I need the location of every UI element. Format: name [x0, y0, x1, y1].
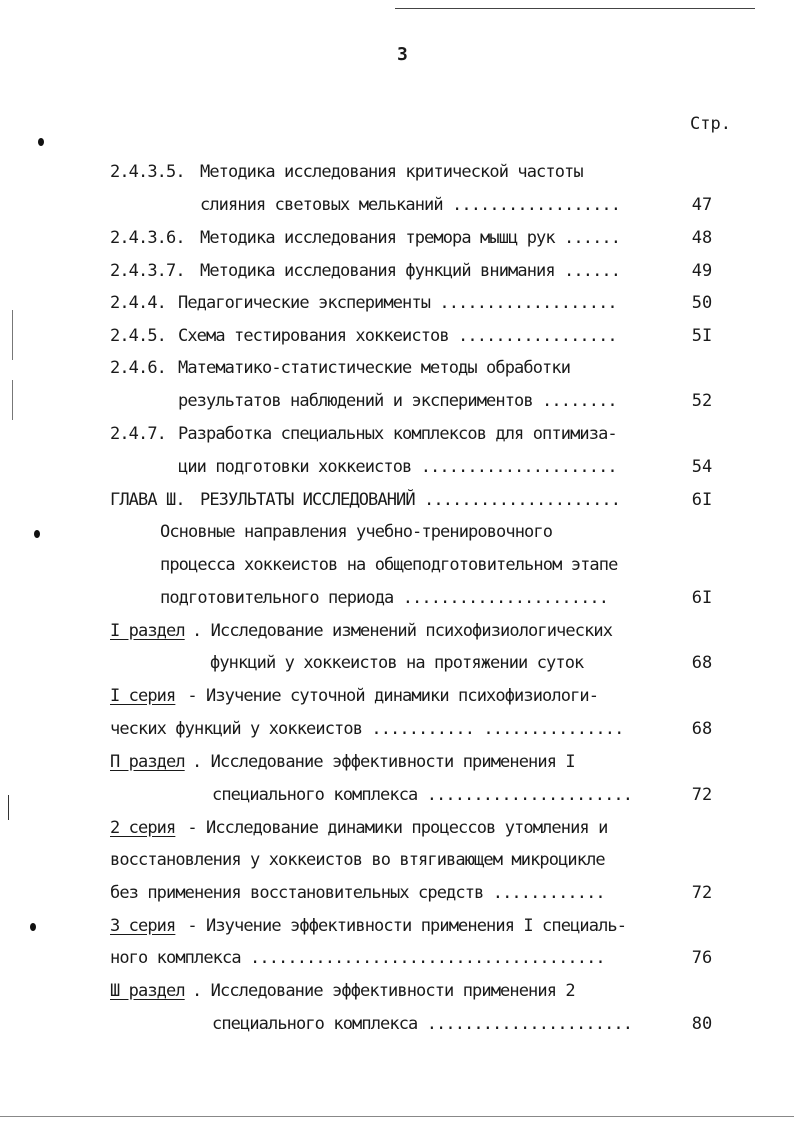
toc-entry-title: результатов наблюдений и экспериментов ........: [178, 391, 617, 411]
toc-entry-title: . Исследование эффективности применения I: [192, 752, 575, 772]
page-column-label: Стр.: [690, 114, 731, 134]
toc-entry-title: - Изучение суточной динамики психофизиологи-: [178, 686, 599, 706]
series-label: 2 серия: [110, 818, 176, 838]
section-label: I раздел: [110, 621, 185, 641]
toc-entry-title: слияния световых мельканий ..................: [200, 195, 621, 215]
toc-entry-title: процесса хоккеистов на общеподготовительном этапе: [160, 555, 618, 575]
toc-entry-page: 50: [691, 293, 713, 313]
chapter-heading-code: ГЛАВА Ш.: [110, 490, 185, 510]
toc-entry-title: ческих функций у хоккеистов ........... ...............: [110, 719, 624, 739]
toc-entry-code: 2.4.3.6.: [110, 228, 185, 248]
series-label: I серия: [110, 686, 176, 706]
toc-entry-title: Разработка специальных комплексов для оптимиза-: [178, 424, 617, 444]
section-label: П раздел: [110, 752, 185, 772]
toc-entry-title: подготовительного периода ......................: [160, 588, 609, 608]
page-number: 3: [397, 44, 408, 65]
toc-entry-title: Математико-статистические методы обработки: [178, 358, 571, 378]
toc-entry-code: 2.4.5.: [110, 326, 167, 346]
toc-entry-title: восстановления у хоккеистов во втягивающем микроцикле: [110, 850, 605, 870]
margin-dot: [30, 923, 36, 931]
toc-entry-title: функций у хоккеистов на протяжении суток: [210, 653, 584, 673]
toc-entry-title: специального комплекса ......................: [212, 785, 633, 805]
toc-entry-title: Методика исследования тремора мышц рук ......: [200, 228, 621, 248]
toc-entry-title: Педагогические эксперименты ...................: [178, 293, 617, 313]
toc-entry-title: - Изучение эффективности применения I специаль-: [178, 916, 627, 936]
toc-entry-title: Основные направления учебно-тренировочного: [160, 522, 553, 542]
toc-entry-page: 54: [691, 457, 713, 477]
toc-entry-title: специального комплекса ......................: [212, 1014, 633, 1034]
toc-entry-title: ного комплекса ......................................: [110, 948, 605, 968]
toc-entry-title: Схема тестирования хоккеистов .................: [178, 326, 617, 346]
toc-entry-title: без применения восстановительных средств ............: [110, 883, 605, 903]
section-label: Ш раздел: [110, 981, 185, 1001]
toc-entry-title: ции подготовки хоккеистов .....................: [178, 457, 617, 477]
margin-mark: [12, 310, 13, 360]
toc-entry-title: . Исследование эффективности применения 2: [192, 981, 575, 1001]
margin-mark: [8, 795, 9, 820]
toc-entry-page: 72: [691, 883, 713, 903]
toc-entry-page: 6I: [691, 490, 713, 510]
series-label: 3 серия: [110, 916, 176, 936]
toc-entry-page: 48: [691, 228, 713, 248]
margin-dot: [38, 138, 44, 146]
margin-dot: [34, 530, 40, 538]
toc-entry-page: 76: [691, 948, 713, 968]
margin-mark: [12, 380, 13, 420]
toc-entry-code: 2.4.3.5.: [110, 162, 185, 182]
top-rule: [395, 8, 755, 9]
toc-entry-page: 47: [691, 195, 713, 215]
toc-entry-page: 68: [691, 719, 713, 739]
bottom-rule: [0, 1116, 794, 1117]
toc-entry-code: 2.4.4.: [110, 293, 167, 313]
toc-entry-page: 6I: [691, 588, 713, 608]
toc-entry-page: 80: [691, 1014, 713, 1034]
toc-entry-page: 5I: [691, 326, 713, 346]
toc-entry-title: Методика исследования критической частоты: [200, 162, 583, 182]
toc-entry-title: . Исследование изменений психофизиологических: [192, 621, 613, 641]
toc-entry-title: Методика исследования функций внимания ......: [200, 261, 621, 281]
toc-entry-code: 2.4.7.: [110, 424, 167, 444]
toc-entry-code: 2.4.6.: [110, 358, 167, 378]
toc-entry-page: 68: [691, 653, 713, 673]
toc-entry-title: - Исследование динамики процессов утомления и: [178, 818, 608, 838]
toc-entry-code: 2.4.3.7.: [110, 261, 185, 281]
toc-entry-page: 52: [691, 391, 713, 411]
toc-entry-page: 72: [691, 785, 713, 805]
toc-entry-page: 49: [691, 261, 713, 281]
chapter-heading-title: РЕЗУЛЬТАТЫ ИССЛЕДОВАНИЙ .....................: [200, 490, 621, 510]
